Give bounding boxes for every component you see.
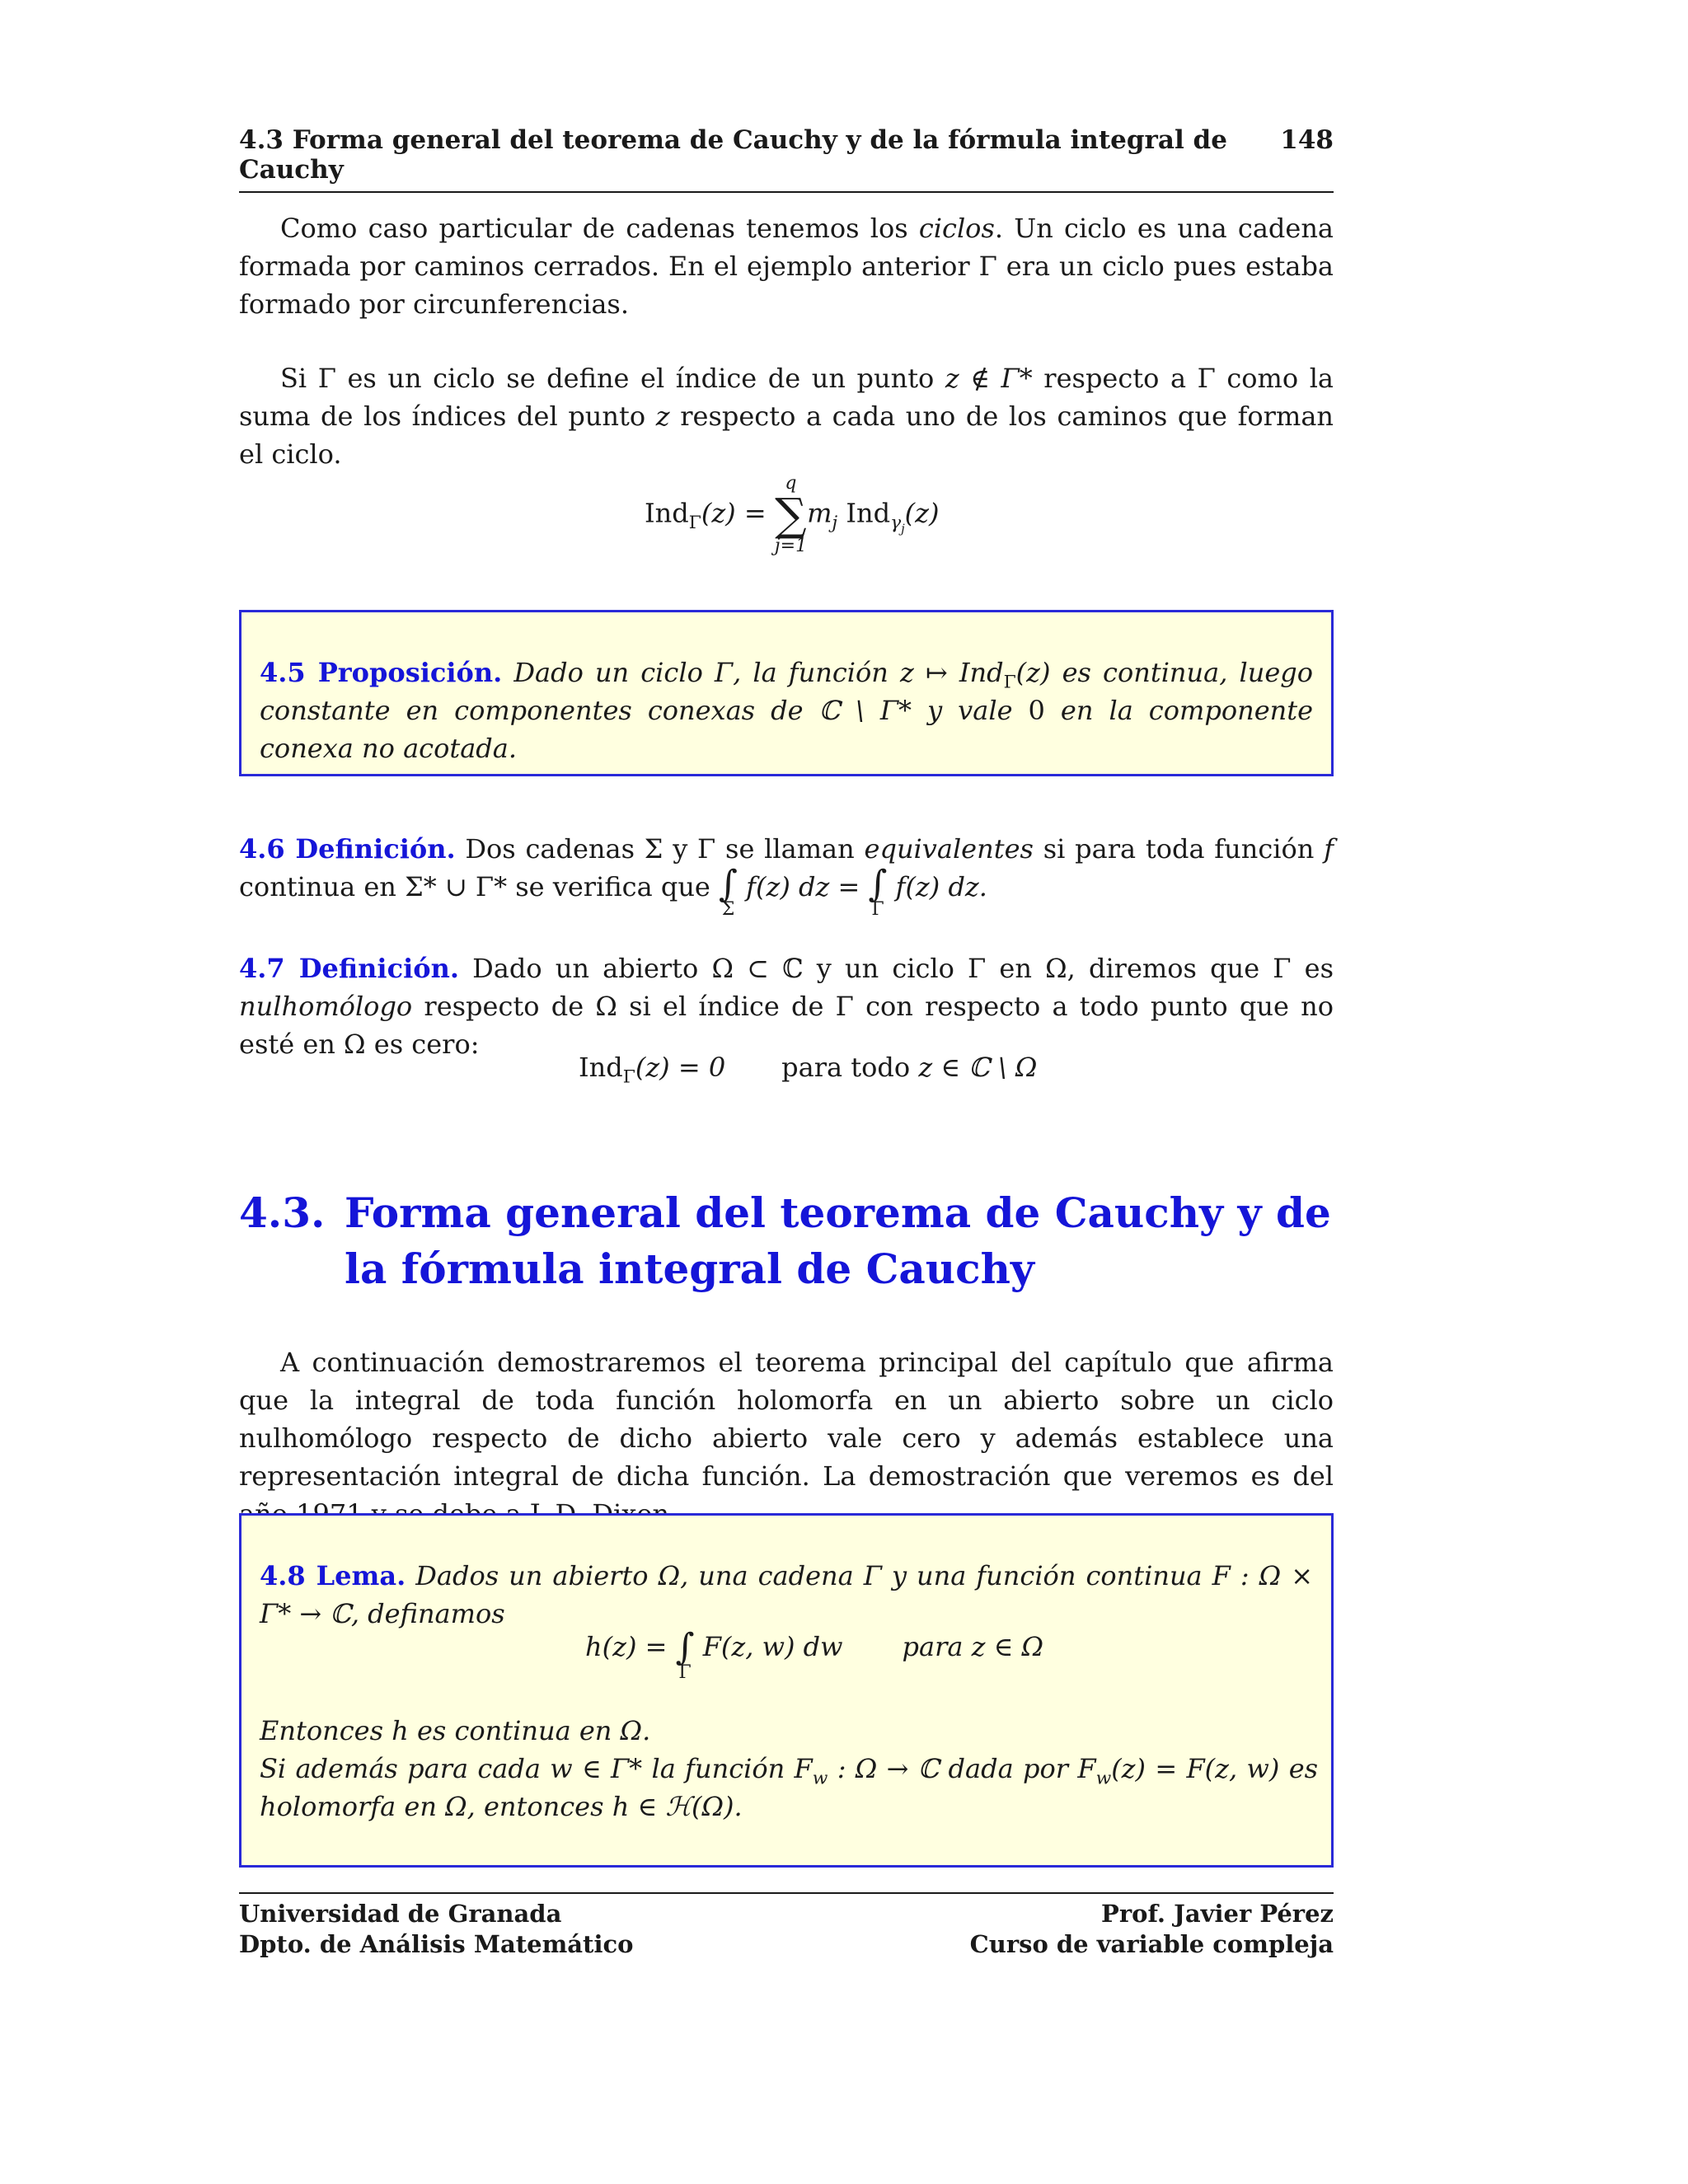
paragraph-dixon xyxy=(239,1343,1334,1533)
f1-lhs: Ind xyxy=(645,497,689,529)
lemma-line3-c: dada por xyxy=(939,1753,1078,1784)
lemma-line3-a: Si además para cada xyxy=(260,1753,551,1784)
def47-label: 4.7 Definición. xyxy=(239,953,459,984)
def46-math-f: f xyxy=(1324,833,1334,865)
lemma-line3-m2-end: : Ω → ℂ xyxy=(828,1753,940,1784)
def46-label: 4.6 Definición. xyxy=(239,833,456,865)
para2-math-b: z xyxy=(655,401,670,432)
f1-lhs-sub: Γ xyxy=(688,512,701,533)
lemma-line3-e: . xyxy=(734,1791,743,1822)
prop-text-b: es continua, luego constante en componentes conexas de xyxy=(260,657,1314,726)
int1-body: f(z) dz = xyxy=(746,871,860,902)
int2-body: f(z) dz. xyxy=(895,871,987,902)
sum-upper: q xyxy=(785,473,797,494)
lemma-line3-b: la función xyxy=(642,1753,795,1784)
lemma-text-b: , definamos xyxy=(350,1598,505,1629)
def47-text-b: respecto de Ω si el índice de Γ con respecto a todo punto que no esté en Ω es cero: xyxy=(239,991,1334,1060)
lemma-line3-m3-end: (z) = F(z, w) xyxy=(1111,1753,1280,1784)
def47-emph: nulhomólogo xyxy=(239,991,413,1022)
paragraph-ciclos xyxy=(239,209,1334,323)
lemma-holomorphy xyxy=(260,1750,1318,1825)
para1-text-b: . Un ciclo es una cadena formada por caminos cerrados. En el ejemplo anterior Γ era un ciclo pues estaba formado por circunferencias. xyxy=(239,213,1334,320)
def46-text-c: continua en Σ* ∪ Γ* se verifica que xyxy=(239,871,720,902)
lemma-math-a: F : Ω × Γ* → ℂ xyxy=(260,1560,1314,1629)
lemma-eq-lhs: h(z) = xyxy=(585,1631,668,1662)
integral-symbol: ∫ xyxy=(675,1626,695,1668)
f2-text: para todo xyxy=(781,1052,919,1083)
lemma-eq-body: F(z, w) dw xyxy=(702,1631,843,1662)
def46-text-b: si para toda función xyxy=(1033,833,1325,865)
lemma-intro xyxy=(260,1557,1313,1633)
para2-math-a: z ∉ Γ* xyxy=(945,363,1033,394)
integral-lemma xyxy=(675,1626,695,1683)
integral-gamma xyxy=(868,863,888,920)
prop-text-c: y vale xyxy=(912,695,1029,726)
sigma-symbol: ∑ xyxy=(775,489,807,541)
prop-math-a-end: (z) xyxy=(1015,657,1051,688)
running-header xyxy=(239,125,1334,193)
lemma-equation xyxy=(585,1626,1044,1683)
lemma-line3-m1: w ∈ Γ* xyxy=(550,1753,643,1784)
lemma-line3-d: es holomorfa en Ω, entonces xyxy=(260,1753,1319,1822)
f1-ind-subsub: j xyxy=(901,522,905,537)
lemma-eq-sub: Γ xyxy=(678,1661,692,1683)
paragraph-indice xyxy=(239,359,1334,473)
lemma-box xyxy=(239,1513,1334,1868)
f2-lhs-sub: Γ xyxy=(622,1066,635,1088)
footer-rule xyxy=(239,1892,1334,1894)
formula-nulhomologo xyxy=(579,1052,1038,1088)
lemma-line3-m2: F xyxy=(794,1753,813,1784)
para1-text-a: Como caso particular de cadenas tenemos los xyxy=(280,213,919,244)
para2-text-a: Si Γ es un ciclo se define el índice de un punto xyxy=(280,363,945,394)
integral-symbol: ∫ xyxy=(868,863,888,905)
footer-department: Dpto. de Análisis Matemático xyxy=(239,1930,634,1958)
header-title: 4.3 Forma general del teorema de Cauchy y de la fórmula integral de Cauchy xyxy=(239,125,1227,185)
footer-right xyxy=(970,1899,1334,1960)
def46-emph: equivalentes xyxy=(864,833,1034,865)
footer-left xyxy=(239,1899,633,1960)
f2-lhs-rest: (z) = 0 xyxy=(635,1052,726,1083)
int1-sub: Σ xyxy=(721,898,735,920)
f1-coef: m xyxy=(807,497,832,529)
lemma-continuity xyxy=(260,1712,1318,1750)
sum-operator xyxy=(775,475,807,555)
footer-author: Prof. Javier Pérez xyxy=(1101,1900,1334,1928)
para2-text-b: respecto a Γ como la suma de los índices del punto xyxy=(239,363,1334,432)
page-number: 148 xyxy=(1280,125,1334,155)
lemma-line2: Entonces h es continua en Ω. xyxy=(260,1715,651,1746)
prop-text-d: en la componente conexa no acotada. xyxy=(260,695,1314,764)
prop-math-c: 0 xyxy=(1028,695,1045,726)
lemma-line3-m4: h ∈ ℋ(Ω) xyxy=(612,1791,734,1822)
f1-coef-sub: j xyxy=(832,512,838,533)
sum-lower: j=1 xyxy=(774,536,808,556)
int2-sub: Γ xyxy=(871,898,884,920)
prop-text-a: Dado un ciclo Γ, la función xyxy=(502,657,900,688)
definition-4-6 xyxy=(239,830,1334,919)
lemma-line3-m2-sub: w xyxy=(812,1768,828,1789)
para2-text-c: respecto a cada uno de los caminos que forman el ciclo. xyxy=(239,401,1334,470)
prop-math-a-sub: Γ xyxy=(1003,672,1016,693)
f1-ind-sub: γ xyxy=(890,512,902,533)
lemma-line3-m3-sub: w xyxy=(1095,1768,1112,1789)
proposition-box xyxy=(239,610,1334,776)
f1-lhs-arg: (z) = xyxy=(701,497,767,529)
lemma-label: 4.8 Lema. xyxy=(260,1560,406,1591)
lemma-eq-cond: para z ∈ Ω xyxy=(902,1631,1044,1662)
definition-4-7 xyxy=(239,949,1334,1063)
f2-cond: z ∈ ℂ \ Ω xyxy=(918,1052,1038,1083)
def47-text-a: Dado un abierto Ω ⊂ ℂ y un ciclo Γ en Ω, diremos que Γ es xyxy=(458,953,1334,984)
def46-text-a: Dos cadenas Σ y Γ se llaman xyxy=(455,833,865,865)
f1-arg: (z) xyxy=(904,497,940,529)
formula-index-sum xyxy=(645,475,940,555)
prop-math-a: z ↦ Ind xyxy=(899,657,1004,688)
section-title: Forma general del teorema de Cauchy y de la fórmula integral de Cauchy xyxy=(345,1188,1331,1293)
lemma-line3-m3: F xyxy=(1077,1753,1096,1784)
footer-university: Universidad de Granada xyxy=(239,1900,562,1928)
para3-text: A continuación demostraremos el teorema principal del capítulo que afirma que la integral de toda función holomorfa en un abierto sobre un ciclo nulhomólogo respecto de dicho abierto vale cero y además establece una representación integral de dicha función. La demostración que veremos es del xyxy=(239,1347,1334,1492)
integral-sigma xyxy=(719,863,738,920)
section-number: 4.3. xyxy=(239,1188,326,1237)
f2-lhs: Ind xyxy=(579,1052,623,1083)
f1-ind: Ind xyxy=(837,497,891,529)
section-heading xyxy=(239,1185,1334,1297)
para1-emph: ciclos xyxy=(918,213,995,244)
integral-symbol: ∫ xyxy=(719,863,738,905)
proposition-text xyxy=(260,654,1313,767)
lemma-text-a: Dados un abierto Ω, una cadena Γ y una función continua xyxy=(406,1560,1212,1591)
proposition-label: 4.5 Proposición. xyxy=(260,657,503,688)
prop-math-b: ℂ \ Γ* xyxy=(818,695,912,726)
footer-course: Curso de variable compleja xyxy=(969,1930,1334,1958)
